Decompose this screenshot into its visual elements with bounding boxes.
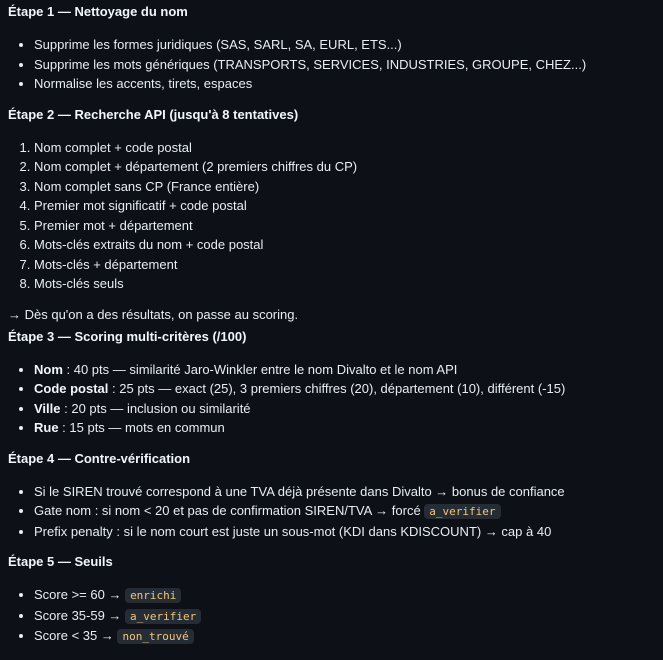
list-item: 6. Mots-clés extraits du nom + code postal: [34, 235, 655, 255]
step2-note: → Dès qu'on a des résultats, on passe au scoring.: [8, 306, 299, 322]
criterion-label: Ville: [34, 400, 61, 416]
list-item: 1. Nom complet + code postal: [34, 138, 655, 158]
status-code: non_trouvé: [117, 629, 193, 644]
status-code: enrichi: [125, 588, 181, 603]
list-item: [34, 626, 655, 647]
list-item: [34, 418, 655, 438]
threshold-text: Score 35-59 →: [34, 607, 126, 623]
gate-text: Gate nom : si nom < 20 et pas de confirmation SIREN/TVA → forcé: [34, 503, 425, 518]
list-item: • Prefix penalty : si le nom court est juste un sous-mot (KDI dans KDISCOUNT) → cap à 40: [34, 522, 655, 542]
criterion-text: : 20 pts — inclusion ou similarité: [60, 400, 251, 416]
step1-heading: Étape 1 — Nettoyage du nom: [8, 4, 188, 19]
list-item: [34, 379, 655, 399]
list-item: 2. Nom complet + département (2 premiers chiffres du CP): [34, 157, 655, 177]
step2-heading: Étape 2 — Recherche API (jusqu'à 8 tentatives): [8, 106, 299, 122]
list-item: [34, 501, 655, 522]
list-item: 3. Nom complet sans CP (France entière): [34, 177, 655, 197]
criterion-label: Code postal: [34, 381, 109, 396]
criterion-text: : 40 pts — similarité Jaro-Winkler entre le nom Divalto et le nom API: [62, 361, 458, 377]
step4-heading: Étape 4 — Contre-vérification: [8, 450, 191, 466]
list-item: 4. Premier mot significatif + code postal: [34, 196, 655, 216]
step5-list: [8, 585, 655, 647]
status-code: a_verifier: [424, 504, 500, 519]
list-item: [34, 360, 655, 380]
step3-heading: Étape 3 — Scoring multi-critères (/100): [8, 328, 247, 344]
step3-list: [8, 360, 655, 438]
list-item: 5. Premier mot + département: [34, 216, 655, 236]
list-item: 8. Mots-clés seuls: [34, 274, 655, 294]
list-item: • Si le SIREN trouvé correspond à une TVA déjà présente dans Divalto → bonus de confiance: [34, 482, 655, 502]
threshold-text: Score >= 60 →: [34, 587, 126, 602]
list-item: [34, 606, 655, 627]
step5-heading: Étape 5 — Seuils: [8, 554, 113, 569]
criterion-text: : 15 pts — mots en commun: [58, 420, 225, 435]
criterion-text: : 25 pts — exact (25), 3 premiers chiffres (20), département (10), différent (-15): [108, 381, 566, 396]
criterion-label: Rue: [34, 420, 59, 435]
list-item: [34, 399, 655, 419]
list-item: [34, 585, 655, 606]
step4-list: [8, 482, 655, 542]
threshold-text: Score < 35 →: [34, 628, 118, 643]
step2-list: [8, 138, 655, 294]
list-item: • Normalise les accents, tirets, espaces: [34, 74, 655, 94]
step1-list: [8, 35, 655, 94]
list-item: 7. Mots-clés + département: [34, 255, 655, 275]
list-item: • Supprime les mots génériques (TRANSPORTS, SERVICES, INDUSTRIES, GROUPE, CHEZ...): [34, 55, 655, 75]
status-code: a_verifier: [125, 609, 201, 624]
list-item: • Supprime les formes juridiques (SAS, SARL, SA, EURL, ETS...): [34, 35, 655, 55]
criterion-label: Nom: [34, 361, 63, 377]
